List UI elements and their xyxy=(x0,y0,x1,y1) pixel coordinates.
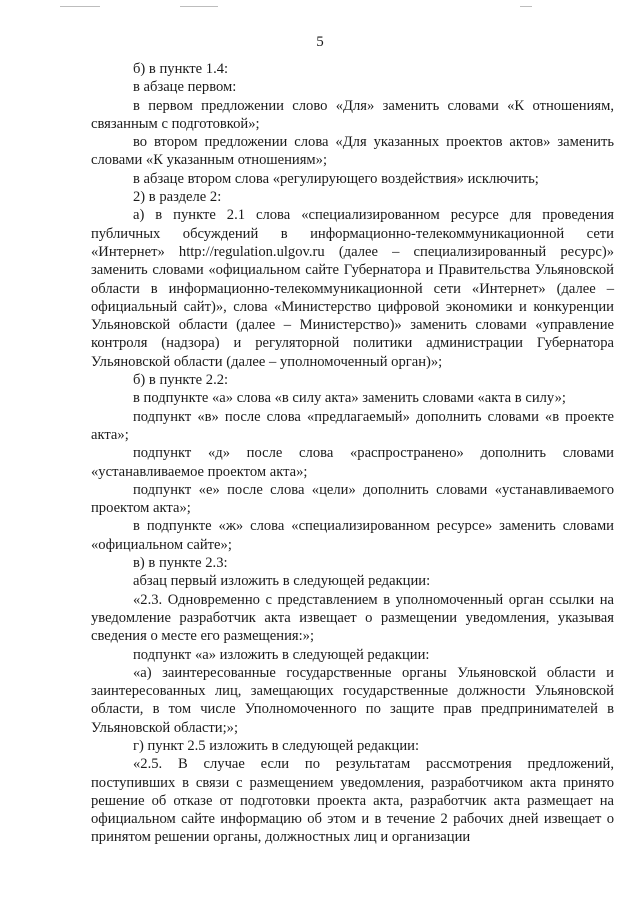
scan-artifact xyxy=(60,6,100,7)
paragraph: в абзаце первом: xyxy=(133,79,237,96)
paragraph: подпункт «в» после слова «предлагаемый» дополнить словами «в проекте акта»; xyxy=(91,408,614,443)
paragraph: подпункт «а» изложить в следующей редакции: xyxy=(133,646,430,663)
page-number: 5 xyxy=(316,34,324,50)
paragraph: «а) заинтересованные государственные органы Ульяновской области и заинтересованных лиц, замещающих государственные должности Ульяновской области, в том числе Уполномоченного по защите прав предпринимателей в Ульяновской области;»; xyxy=(91,664,614,736)
paragraph: «2.3. Одновременно с представлением в уполномоченный орган ссылки на уведомление разработчик акта извещает о размещении уведомления, указывая сведения о месте его размещения:»; xyxy=(91,591,614,645)
scan-artifact xyxy=(180,6,218,7)
paragraph: б) в пункте 1.4: xyxy=(133,61,229,77)
paragraph: подпункт «д» после слова «распространено» дополнить словами «устанавливаемое проектом акта»; xyxy=(91,445,614,480)
paragraph: абзац первый изложить в следующей редакции: xyxy=(133,573,431,590)
paragraph: 2) в разделе 2: xyxy=(133,189,222,206)
paragraph: подпункт «е» после слова «цели» дополнить словами «устанавливаемого проектом акта»; xyxy=(91,481,614,517)
paragraph: г) пункт 2.5 изложить в следующей редакции: xyxy=(133,737,420,754)
paragraph: в) в пункте 2.3: xyxy=(133,555,228,572)
paragraph: а) в пункте 2.1 слова «специализированном ресурсе для проведения публичных обсуждений в информационно-телекоммуникационной сети «Интернет» http://regulation.ulgov.ru (далее – специализированный ресурс)» заменить словами «официальном сайте Губернатора и Правительства Ульяновской области в информационно-телекоммуникационной сети «Интернет» (далее – официальный сайт)», слова «Министерство цифровой экономики и конкуренции Ульяновской области (далее – Министерство)» заменить словами «управление контроля (надзора) и регуляторной политики администрации Губернатора Ульяновской области (далее – уполномоченный орган)»; xyxy=(91,207,614,370)
scan-artifact xyxy=(520,6,532,7)
paragraph: в первом предложении слово «Для» заменить словами «К отношениям, связанным с подготовкой»; xyxy=(91,97,614,132)
paragraph: в абзаце втором слова «регулирующего воздействия» исключить; xyxy=(133,170,539,187)
document-body xyxy=(91,60,614,847)
paragraph: в подпункте «а» слова «в силу акта» заменить словами «акта в силу»; xyxy=(133,390,566,407)
paragraph: в подпункте «ж» слова «специализированном ресурсе» заменить словами «официальном сайте»; xyxy=(91,518,614,553)
paragraph: «2.5. В случае если по результатам рассмотрения предложений, поступивших в связи с размещением уведомления, разработчиком акта принято решение об отказе от подготовки проекта акта, разработчик акта размещает на официальном сайте информацию об этом и в течение 2 рабочих дней извещает о принятом решении органы, должностных лиц и организации xyxy=(91,756,614,846)
paragraph: б) в пункте 2.2: xyxy=(133,372,229,389)
paragraph: во втором предложении слова «Для указанных проектов актов» заменить словами «К указанным отношениям»; xyxy=(91,134,614,169)
